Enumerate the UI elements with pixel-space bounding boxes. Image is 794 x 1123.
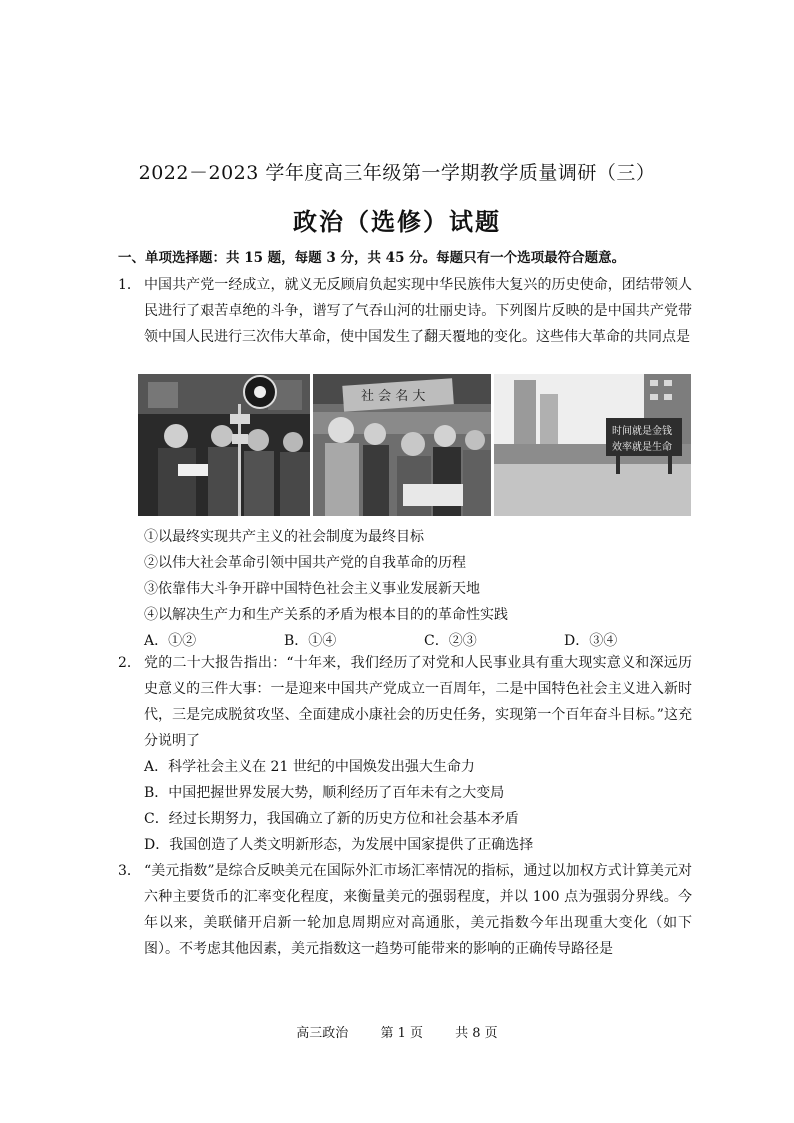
option-c[interactable]: C．②③: [424, 633, 477, 649]
section-heading: 一、单项选择题：共 15 题，每题 3 分，共 45 分。每题只有一个选项最符合题意。: [118, 250, 626, 266]
statement-2: ②以伟大社会革命引领中国共产党的自我革命的历程: [144, 555, 466, 571]
question-number: 1．: [118, 277, 141, 293]
question-number: 2．: [118, 655, 141, 671]
option-a[interactable]: A．①②: [144, 633, 197, 649]
photo-strip: [138, 374, 691, 516]
option-d[interactable]: D．③④: [564, 633, 618, 649]
question-2: [118, 650, 692, 754]
exam-title: 2022－2023 学年度高三年级第一学期教学质量调研（三）: [138, 162, 656, 184]
footer-page: 第 1 页: [380, 1026, 423, 1041]
question-stem: 党的二十大报告指出：“十年来，我们经历了对党和人民事业具有重大现实意义和深远历史意义的三件大事：一是迎来中国共产党成立一百周年，二是中国特色社会主义进入新时代，三是完成脱贫攻坚、全面建成小康社会的历史任务，实现第一个百年奋斗目标。”这充分说明了: [144, 655, 692, 749]
question-stem: “美元指数”是综合反映美元在国际外汇市场汇率情况的指标，通过以加权方式计算美元对六种主要货币的汇率变化程度，来衡量美元的强弱程度，并以 100 点为强弱分界线。今年以来，美联储开启新一轮加息周期应对高通胀，美元指数今年出现重大变化（如下图）。不考虑其他因素，美元指数这一趋势可能带来的影响的正确传导路径是: [144, 863, 692, 957]
photo-sign-text: 社 会 名 大: [361, 389, 426, 404]
question-1: [118, 272, 692, 350]
photo-slogan-line2: 效率就是生命: [612, 442, 672, 453]
question-3: [118, 858, 692, 962]
question-stem: 中国共产党一经成立，就义无反顾肩负起实现中华民族伟大复兴的历史使命，团结带领人民进行了艰苦卓绝的斗争，谱写了气吞山河的壮丽史诗。下列图片反映的是中国共产党带领中国人民进行三次伟大革命，使中国发生了翻天覆地的变化。这些伟大革命的共同点是: [144, 277, 692, 345]
question-number: 3．: [118, 863, 141, 879]
statement-4: ④以解决生产力和生产关系的矛盾为根本目的的革命性实践: [144, 607, 508, 623]
photo-opening-up: [494, 374, 691, 516]
photo-founding-ceremony: [138, 374, 310, 516]
photo-slogan-line1: 时间就是金钱: [612, 426, 672, 437]
footer-subject: 高三政治: [296, 1026, 349, 1041]
footer-total: 共 8 页: [455, 1026, 498, 1041]
option-d[interactable]: D．我国创造了人类文明新形态，为发展中国家提供了正确选择: [144, 837, 534, 853]
exam-subtitle: 政治（选修）试题: [293, 207, 501, 236]
page-footer: [0, 1022, 794, 1041]
statement-3: ③依靠伟大斗争开辟中国特色社会主义事业发展新天地: [144, 581, 480, 597]
option-b[interactable]: B．中国把握世界发展大势，顺利经历了百年未有之大变局: [144, 785, 505, 801]
option-b[interactable]: B．①④: [284, 633, 337, 649]
option-c[interactable]: C．经过长期努力，我国确立了新的历史方位和社会基本矛盾: [144, 811, 519, 827]
option-a[interactable]: A．科学社会主义在 21 世纪的中国焕发出强大生命力: [144, 759, 475, 775]
statement-1: ①以最终实现共产主义的社会制度为最终目标: [144, 529, 424, 545]
photo-reform: [313, 374, 491, 516]
